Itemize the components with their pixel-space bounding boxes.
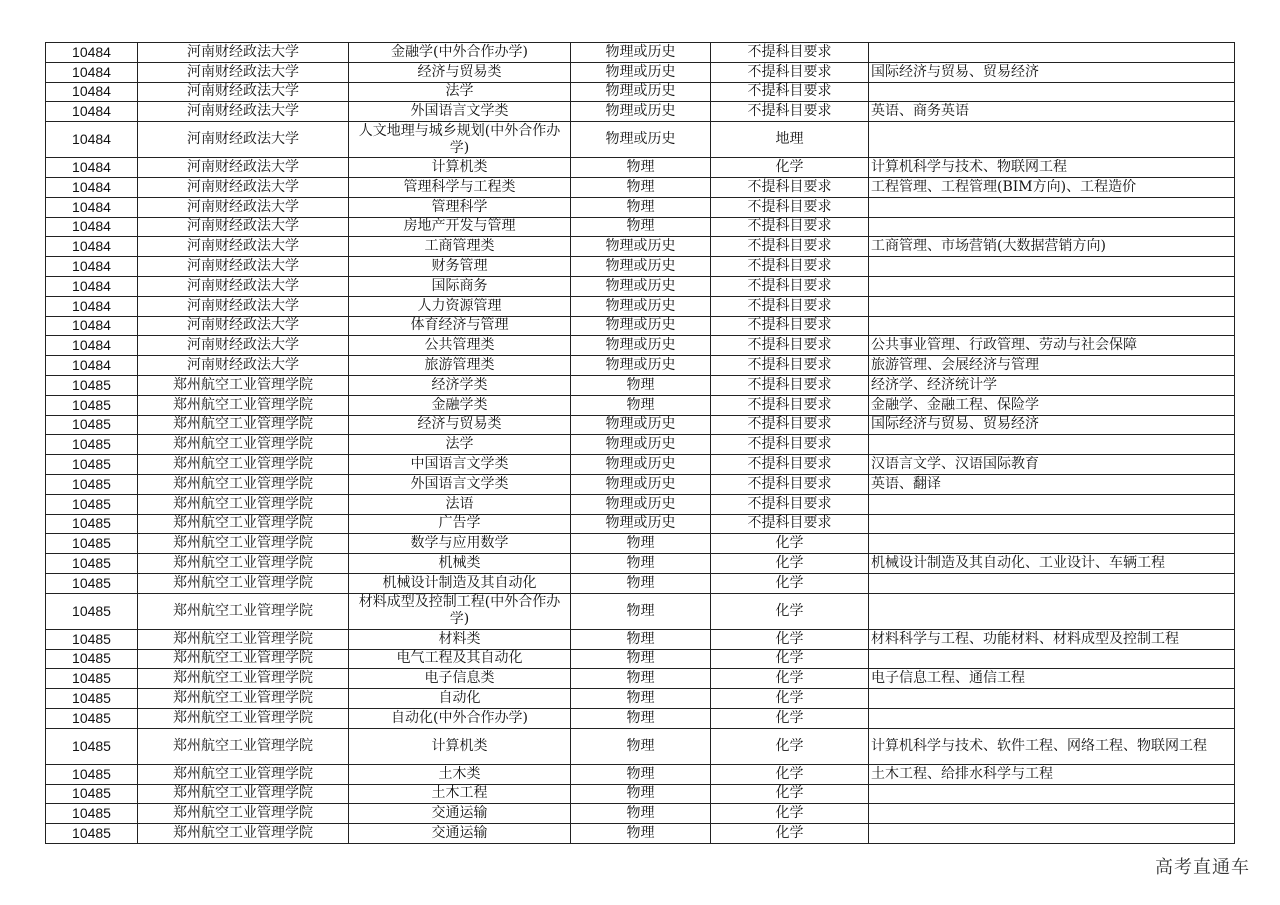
school-name-cell: 郑州航空工业管理学院 [138,784,349,804]
major-requirements-table [45,42,1235,844]
major-name-cell: 财务管理 [349,257,571,277]
school-code-cell: 10484 [46,237,138,257]
second-subject-cell: 化学 [711,689,869,709]
school-name-cell: 河南财经政法大学 [138,336,349,356]
included-majors-cell [869,494,1235,514]
table-row [46,824,1235,844]
table-row [46,804,1235,824]
table-row [46,177,1235,197]
school-code-cell: 10484 [46,316,138,336]
school-code-cell: 10485 [46,375,138,395]
second-subject-cell: 不提科目要求 [711,474,869,494]
second-subject-cell: 不提科目要求 [711,257,869,277]
school-code-cell: 10484 [46,43,138,63]
second-subject-cell: 化学 [711,573,869,593]
included-majors-cell: 国际经济与贸易、贸易经济 [869,415,1235,435]
major-name-cell: 人文地理与城乡规划(中外合作办学) [349,122,571,158]
included-majors-cell: 汉语言文学、汉语国际教育 [869,455,1235,475]
major-name-cell: 中国语言文学类 [349,455,571,475]
major-name-cell: 广告学 [349,514,571,534]
school-code-cell: 10485 [46,395,138,415]
second-subject-cell: 不提科目要求 [711,316,869,336]
first-subject-cell: 物理或历史 [571,296,711,316]
second-subject-cell: 不提科目要求 [711,356,869,376]
first-subject-cell: 物理 [571,804,711,824]
second-subject-cell: 化学 [711,784,869,804]
major-name-cell: 经济与贸易类 [349,62,571,82]
school-name-cell: 河南财经政法大学 [138,237,349,257]
major-name-cell: 经济与贸易类 [349,415,571,435]
included-majors-cell [869,804,1235,824]
included-majors-cell [869,122,1235,158]
school-name-cell: 河南财经政法大学 [138,177,349,197]
table-row [46,708,1235,728]
included-majors-cell: 国际经济与贸易、贸易经济 [869,62,1235,82]
major-name-cell: 电子信息类 [349,669,571,689]
school-name-cell: 郑州航空工业管理学院 [138,689,349,709]
table-row [46,435,1235,455]
school-name-cell: 郑州航空工业管理学院 [138,455,349,475]
major-name-cell: 经济学类 [349,375,571,395]
table-row [46,62,1235,82]
second-subject-cell: 不提科目要求 [711,217,869,237]
school-name-cell: 河南财经政法大学 [138,316,349,336]
school-name-cell: 河南财经政法大学 [138,356,349,376]
school-code-cell: 10484 [46,257,138,277]
included-majors-cell: 土木工程、给排水科学与工程 [869,764,1235,784]
major-name-cell: 国际商务 [349,276,571,296]
second-subject-cell: 不提科目要求 [711,336,869,356]
first-subject-cell: 物理 [571,158,711,178]
included-majors-cell: 金融学、金融工程、保险学 [869,395,1235,415]
major-name-cell: 土木工程 [349,784,571,804]
table-row [46,237,1235,257]
first-subject-cell: 物理或历史 [571,435,711,455]
table-row [46,629,1235,649]
first-subject-cell: 物理或历史 [571,102,711,122]
second-subject-cell: 不提科目要求 [711,237,869,257]
school-name-cell: 郑州航空工业管理学院 [138,804,349,824]
included-majors-cell: 公共事业管理、行政管理、劳动与社会保障 [869,336,1235,356]
school-code-cell: 10484 [46,82,138,102]
school-code-cell: 10484 [46,158,138,178]
school-name-cell: 郑州航空工业管理学院 [138,629,349,649]
included-majors-cell [869,296,1235,316]
included-majors-cell [869,316,1235,336]
major-name-cell: 房地产开发与管理 [349,217,571,237]
second-subject-cell: 化学 [711,158,869,178]
included-majors-cell [869,435,1235,455]
major-name-cell: 材料成型及控制工程(中外合作办学) [349,593,571,629]
school-code-cell: 10485 [46,728,138,764]
first-subject-cell: 物理 [571,728,711,764]
second-subject-cell: 化学 [711,804,869,824]
major-name-cell: 交通运输 [349,804,571,824]
school-name-cell: 河南财经政法大学 [138,43,349,63]
table-row [46,395,1235,415]
school-code-cell: 10484 [46,122,138,158]
second-subject-cell: 不提科目要求 [711,395,869,415]
second-subject-cell: 不提科目要求 [711,514,869,534]
school-code-cell: 10485 [46,534,138,554]
second-subject-cell: 不提科目要求 [711,62,869,82]
major-name-cell: 计算机类 [349,728,571,764]
first-subject-cell: 物理或历史 [571,356,711,376]
school-name-cell: 郑州航空工业管理学院 [138,824,349,844]
major-name-cell: 体育经济与管理 [349,316,571,336]
school-name-cell: 河南财经政法大学 [138,276,349,296]
included-majors-cell: 旅游管理、会展经济与管理 [869,356,1235,376]
table-body [46,43,1235,844]
second-subject-cell: 不提科目要求 [711,494,869,514]
first-subject-cell: 物理或历史 [571,257,711,277]
school-name-cell: 郑州航空工业管理学院 [138,764,349,784]
included-majors-cell [869,197,1235,217]
major-name-cell: 土木类 [349,764,571,784]
included-majors-cell: 计算机科学与技术、软件工程、网络工程、物联网工程 [869,728,1235,764]
school-code-cell: 10485 [46,494,138,514]
table-row [46,669,1235,689]
first-subject-cell: 物理 [571,177,711,197]
school-name-cell: 河南财经政法大学 [138,102,349,122]
major-name-cell: 外国语言文学类 [349,102,571,122]
included-majors-cell [869,784,1235,804]
included-majors-cell [869,708,1235,728]
school-code-cell: 10484 [46,62,138,82]
major-name-cell: 金融学类 [349,395,571,415]
school-code-cell: 10485 [46,514,138,534]
second-subject-cell: 化学 [711,629,869,649]
school-code-cell: 10484 [46,217,138,237]
table-row [46,415,1235,435]
first-subject-cell: 物理或历史 [571,494,711,514]
included-majors-cell: 英语、翻译 [869,474,1235,494]
second-subject-cell: 不提科目要求 [711,415,869,435]
second-subject-cell: 不提科目要求 [711,102,869,122]
school-name-cell: 郑州航空工业管理学院 [138,534,349,554]
second-subject-cell: 不提科目要求 [711,435,869,455]
major-name-cell: 管理科学 [349,197,571,217]
table-row [46,375,1235,395]
school-code-cell: 10485 [46,689,138,709]
school-code-cell: 10485 [46,764,138,784]
school-code-cell: 10485 [46,573,138,593]
included-majors-cell [869,689,1235,709]
table-row [46,534,1235,554]
second-subject-cell: 不提科目要求 [711,177,869,197]
second-subject-cell: 不提科目要求 [711,82,869,102]
school-name-cell: 郑州航空工业管理学院 [138,708,349,728]
second-subject-cell: 化学 [711,593,869,629]
school-code-cell: 10484 [46,102,138,122]
table-row [46,102,1235,122]
table-row [46,336,1235,356]
included-majors-cell [869,217,1235,237]
major-name-cell: 法学 [349,82,571,102]
included-majors-cell [869,82,1235,102]
first-subject-cell: 物理 [571,824,711,844]
school-name-cell: 郑州航空工业管理学院 [138,554,349,574]
included-majors-cell [869,514,1235,534]
table-row [46,122,1235,158]
first-subject-cell: 物理 [571,669,711,689]
school-name-cell: 郑州航空工业管理学院 [138,573,349,593]
first-subject-cell: 物理或历史 [571,276,711,296]
first-subject-cell: 物理或历史 [571,474,711,494]
second-subject-cell: 不提科目要求 [711,197,869,217]
second-subject-cell: 化学 [711,708,869,728]
school-code-cell: 10484 [46,356,138,376]
table-row [46,455,1235,475]
included-majors-cell [869,276,1235,296]
included-majors-cell: 计算机科学与技术、物联网工程 [869,158,1235,178]
table-row [46,764,1235,784]
school-name-cell: 郑州航空工业管理学院 [138,395,349,415]
school-name-cell: 郑州航空工业管理学院 [138,474,349,494]
major-name-cell: 数学与应用数学 [349,534,571,554]
second-subject-cell: 不提科目要求 [711,296,869,316]
table-row [46,494,1235,514]
included-majors-cell [869,43,1235,63]
first-subject-cell: 物理 [571,573,711,593]
second-subject-cell: 化学 [711,534,869,554]
table-row [46,158,1235,178]
watermark-text: 高考直通车 [1155,857,1250,878]
included-majors-cell: 英语、商务英语 [869,102,1235,122]
school-name-cell: 郑州航空工业管理学院 [138,494,349,514]
school-code-cell: 10485 [46,593,138,629]
included-majors-cell [869,573,1235,593]
school-name-cell: 河南财经政法大学 [138,257,349,277]
table-row [46,728,1235,764]
first-subject-cell: 物理 [571,708,711,728]
first-subject-cell: 物理 [571,534,711,554]
second-subject-cell: 地理 [711,122,869,158]
table-row [46,276,1235,296]
major-name-cell: 旅游管理类 [349,356,571,376]
school-name-cell: 郑州航空工业管理学院 [138,514,349,534]
school-code-cell: 10484 [46,276,138,296]
school-name-cell: 河南财经政法大学 [138,197,349,217]
first-subject-cell: 物理 [571,375,711,395]
second-subject-cell: 化学 [711,824,869,844]
first-subject-cell: 物理 [571,689,711,709]
school-name-cell: 河南财经政法大学 [138,217,349,237]
included-majors-cell: 材料科学与工程、功能材料、材料成型及控制工程 [869,629,1235,649]
major-name-cell: 电气工程及其自动化 [349,649,571,669]
school-name-cell: 郑州航空工业管理学院 [138,593,349,629]
school-code-cell: 10485 [46,649,138,669]
second-subject-cell: 化学 [711,554,869,574]
included-majors-cell [869,593,1235,629]
school-code-cell: 10485 [46,784,138,804]
first-subject-cell: 物理或历史 [571,82,711,102]
school-code-cell: 10485 [46,415,138,435]
major-name-cell: 机械类 [349,554,571,574]
first-subject-cell: 物理或历史 [571,43,711,63]
second-subject-cell: 化学 [711,669,869,689]
table-row [46,784,1235,804]
table-row [46,356,1235,376]
included-majors-cell [869,824,1235,844]
major-name-cell: 自动化 [349,689,571,709]
school-name-cell: 郑州航空工业管理学院 [138,435,349,455]
major-name-cell: 管理科学与工程类 [349,177,571,197]
second-subject-cell: 不提科目要求 [711,455,869,475]
first-subject-cell: 物理或历史 [571,316,711,336]
school-name-cell: 郑州航空工业管理学院 [138,669,349,689]
table-row [46,514,1235,534]
major-name-cell: 金融学(中外合作办学) [349,43,571,63]
table-row [46,257,1235,277]
school-name-cell: 河南财经政法大学 [138,296,349,316]
first-subject-cell: 物理 [571,764,711,784]
table-row [46,474,1235,494]
first-subject-cell: 物理或历史 [571,336,711,356]
first-subject-cell: 物理 [571,554,711,574]
first-subject-cell: 物理 [571,784,711,804]
major-name-cell: 自动化(中外合作办学) [349,708,571,728]
school-code-cell: 10485 [46,824,138,844]
included-majors-cell [869,649,1235,669]
second-subject-cell: 化学 [711,649,869,669]
school-code-cell: 10485 [46,804,138,824]
major-name-cell: 交通运输 [349,824,571,844]
included-majors-cell: 机械设计制造及其自动化、工业设计、车辆工程 [869,554,1235,574]
school-name-cell: 郑州航空工业管理学院 [138,415,349,435]
school-name-cell: 河南财经政法大学 [138,82,349,102]
major-name-cell: 人力资源管理 [349,296,571,316]
table-row [46,296,1235,316]
school-code-cell: 10485 [46,708,138,728]
major-name-cell: 计算机类 [349,158,571,178]
major-name-cell: 机械设计制造及其自动化 [349,573,571,593]
first-subject-cell: 物理 [571,217,711,237]
second-subject-cell: 不提科目要求 [711,375,869,395]
first-subject-cell: 物理 [571,395,711,415]
first-subject-cell: 物理或历史 [571,415,711,435]
table-row [46,689,1235,709]
school-name-cell: 河南财经政法大学 [138,62,349,82]
school-name-cell: 郑州航空工业管理学院 [138,728,349,764]
major-name-cell: 材料类 [349,629,571,649]
school-code-cell: 10485 [46,455,138,475]
included-majors-cell: 工商管理、市场营销(大数据营销方向) [869,237,1235,257]
major-name-cell: 工商管理类 [349,237,571,257]
table-row [46,554,1235,574]
school-code-cell: 10485 [46,554,138,574]
included-majors-cell: 经济学、经济统计学 [869,375,1235,395]
first-subject-cell: 物理或历史 [571,62,711,82]
first-subject-cell: 物理 [571,629,711,649]
first-subject-cell: 物理或历史 [571,122,711,158]
second-subject-cell: 不提科目要求 [711,43,869,63]
included-majors-cell [869,534,1235,554]
first-subject-cell: 物理 [571,197,711,217]
table-row [46,197,1235,217]
table-row [46,316,1235,336]
included-majors-cell: 电子信息工程、通信工程 [869,669,1235,689]
table-row [46,573,1235,593]
table-row [46,649,1235,669]
major-name-cell: 公共管理类 [349,336,571,356]
included-majors-cell [869,257,1235,277]
table-row [46,593,1235,629]
table-row [46,82,1235,102]
table-row [46,217,1235,237]
first-subject-cell: 物理或历史 [571,237,711,257]
table-row [46,43,1235,63]
included-majors-cell: 工程管理、工程管理(BIM方向)、工程造价 [869,177,1235,197]
first-subject-cell: 物理 [571,649,711,669]
major-name-cell: 法学 [349,435,571,455]
school-name-cell: 河南财经政法大学 [138,122,349,158]
school-code-cell: 10484 [46,177,138,197]
school-name-cell: 郑州航空工业管理学院 [138,649,349,669]
school-code-cell: 10485 [46,629,138,649]
major-name-cell: 外国语言文学类 [349,474,571,494]
second-subject-cell: 不提科目要求 [711,276,869,296]
first-subject-cell: 物理 [571,593,711,629]
school-code-cell: 10485 [46,474,138,494]
school-code-cell: 10484 [46,296,138,316]
first-subject-cell: 物理或历史 [571,514,711,534]
school-code-cell: 10485 [46,669,138,689]
school-code-cell: 10484 [46,336,138,356]
school-name-cell: 河南财经政法大学 [138,158,349,178]
school-code-cell: 10484 [46,197,138,217]
school-code-cell: 10485 [46,435,138,455]
first-subject-cell: 物理或历史 [571,455,711,475]
major-name-cell: 法语 [349,494,571,514]
school-name-cell: 郑州航空工业管理学院 [138,375,349,395]
second-subject-cell: 化学 [711,764,869,784]
second-subject-cell: 化学 [711,728,869,764]
